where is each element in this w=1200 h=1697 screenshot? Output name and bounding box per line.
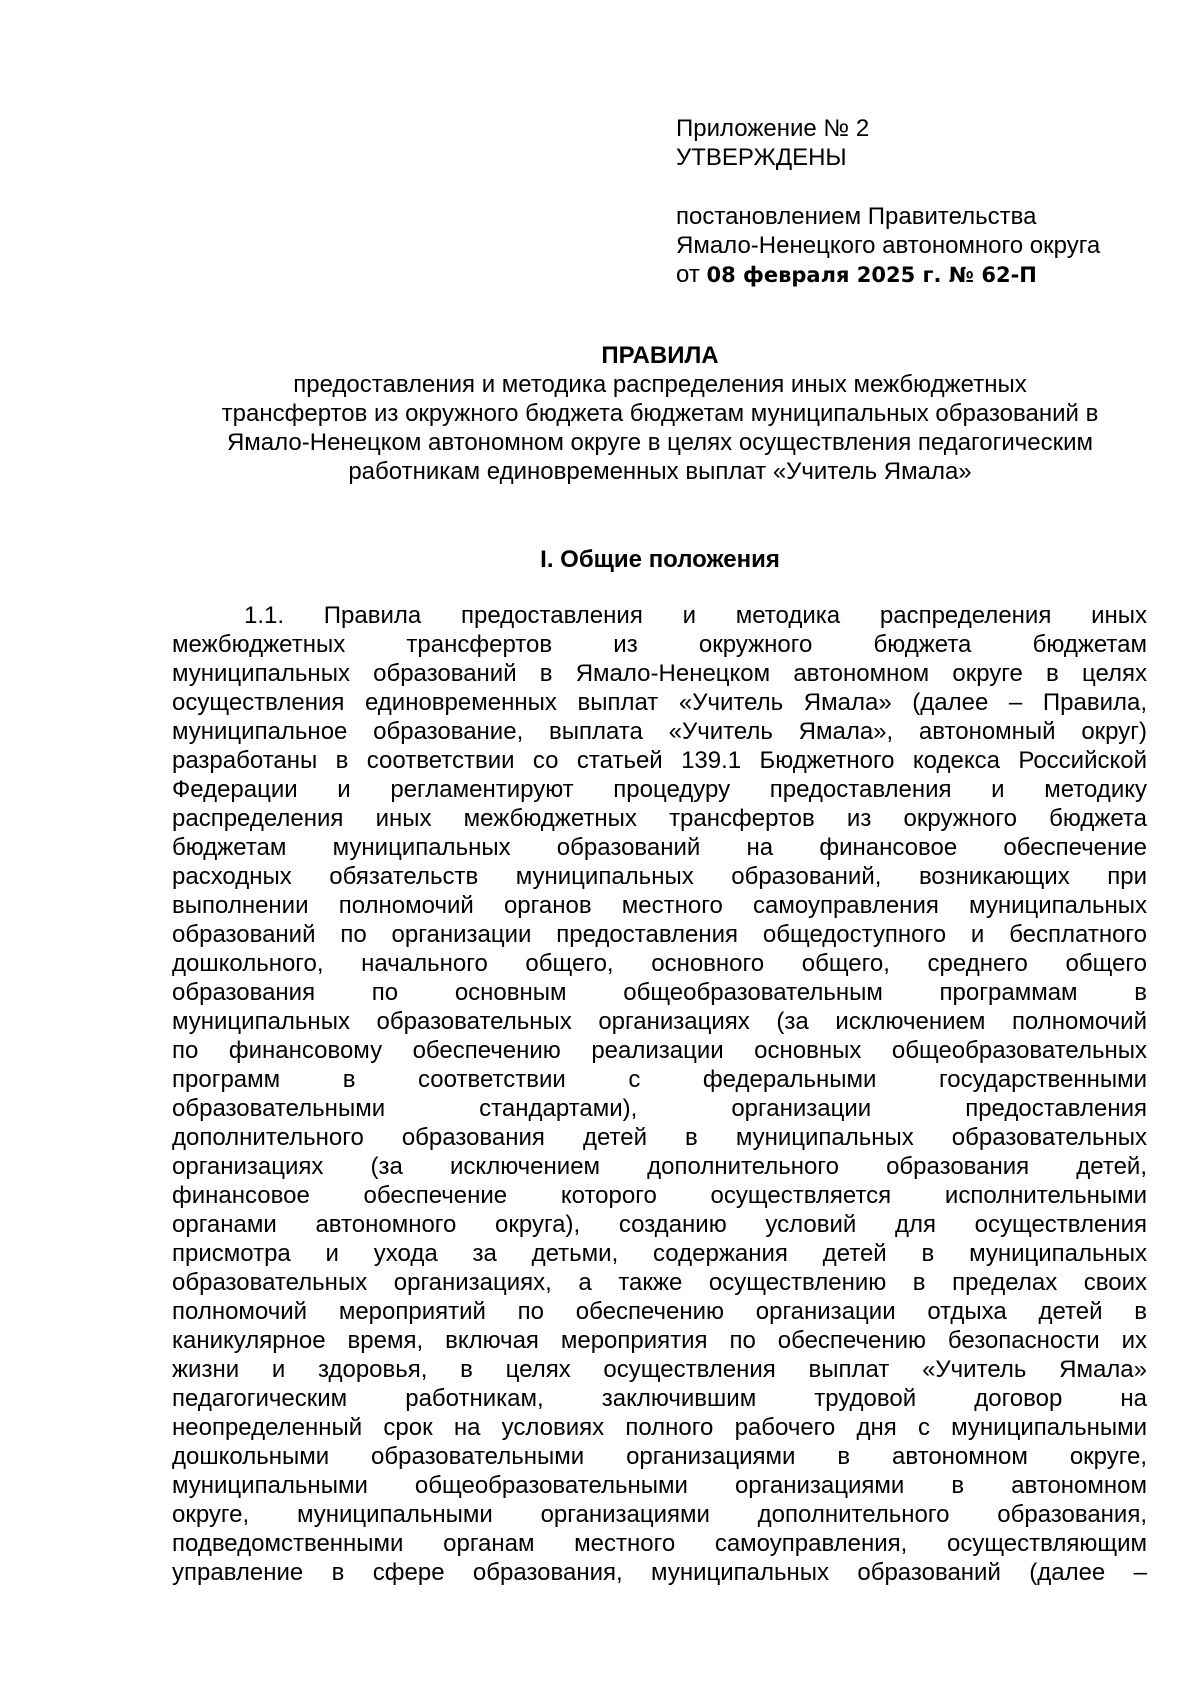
- paragraph-line: муниципальных образований в Ямало-Ненецком автономном округе в целях: [172, 660, 1147, 687]
- approval-line-2: Ямало-Ненецкого автономного округа: [676, 232, 1101, 259]
- appendix-number: Приложение № 2: [676, 115, 870, 142]
- approved-label: УТВЕРЖДЕНЫ: [676, 144, 847, 171]
- from-label: от: [676, 261, 700, 288]
- spacer: [676, 172, 1156, 202]
- approval-date-line: [676, 260, 1156, 290]
- paragraph-line: образовательных организациях, а также осуществлению в пределах своих: [172, 1269, 1147, 1296]
- paragraph-line: полномочий мероприятий по обеспечению организации отдыха детей в: [172, 1298, 1147, 1325]
- paragraph-line: педагогическим работникам, заключившим трудовой договор на: [172, 1385, 1147, 1412]
- paragraph-line: 1.1. Правила предоставления и методика распределения иных: [244, 602, 1147, 629]
- paragraph-line: программ в соответствии с федеральными государственными: [172, 1066, 1147, 1093]
- paragraph-line: муниципальными общеобразовательными организациями в автономном: [172, 1472, 1147, 1499]
- paragraph-line: по финансовому обеспечению реализации основных общеобразовательных: [172, 1037, 1147, 1064]
- paragraph-line: межбюджетных трансфертов из окружного бюджета бюджетам: [172, 631, 1147, 658]
- subtitle-line: предоставления и методика распределения иных межбюджетных: [293, 371, 1027, 398]
- document-title: ПРАВИЛА: [601, 342, 719, 369]
- paragraph-line: разработаны в соответствии со статьей 139.1 Бюджетного кодекса Российской: [172, 747, 1147, 774]
- approval-line-1: постановлением Правительства: [676, 203, 1037, 230]
- paragraph-line: организациях (за исключением дополнительного образования детей,: [172, 1153, 1147, 1180]
- paragraph-line: подведомственными органам местного самоуправления, осуществляющим: [172, 1530, 1147, 1557]
- paragraph-line: распределения иных межбюджетных трансфертов из окружного бюджета: [172, 805, 1147, 832]
- paragraph-line: жизни и здоровья, в целях осуществления выплат «Учитель Ямала»: [172, 1356, 1147, 1383]
- paragraph-line: расходных обязательств муниципальных образований, возникающих при: [172, 863, 1147, 890]
- paragraph-line: Федерации и регламентируют процедуру предоставления и методику: [172, 776, 1147, 803]
- paragraph-line: финансовое обеспечение которого осуществляется исполнительными: [172, 1182, 1147, 1209]
- section-title: I. Общие положения: [540, 546, 780, 573]
- paragraph-line: присмотра и ухода за детьми, содержания детей в муниципальных: [172, 1240, 1147, 1267]
- paragraph-line: округе, муниципальными организациями дополнительного образования,: [172, 1501, 1147, 1528]
- document-subtitle: [150, 370, 1170, 486]
- paragraph-line: осуществления единовременных выплат «Учитель Ямала» (далее – Правила,: [172, 689, 1147, 716]
- decree-date-number: 08 февраля 2025 г. № 62-П: [706, 263, 1037, 287]
- appendix-block: [676, 114, 1156, 290]
- paragraph-line: образовательными стандартами), организации предоставления: [172, 1095, 1147, 1122]
- paragraph-line: дошкольного, начального общего, основного общего, среднего общего: [172, 950, 1147, 977]
- paragraph-line: выполнении полномочий органов местного самоуправления муниципальных: [172, 892, 1147, 919]
- paragraph-line: муниципальное образование, выплата «Учитель Ямала», автономный округ): [172, 718, 1147, 745]
- paragraph-line: дошкольными образовательными организациями в автономном округе,: [172, 1443, 1147, 1470]
- paragraph-1-1: [172, 601, 1147, 1587]
- paragraph-line: образования по основным общеобразовательным программам в: [172, 979, 1147, 1006]
- paragraph-line: образований по организации предоставления общедоступного и бесплатного: [172, 921, 1147, 948]
- paragraph-line: управление в сфере образования, муниципальных образований (далее –: [172, 1559, 1147, 1586]
- subtitle-line: трансфертов из окружного бюджета бюджетам муниципальных образований в: [221, 400, 1099, 427]
- subtitle-line: работникам единовременных выплат «Учитель Ямала»: [348, 458, 972, 485]
- paragraph-line: бюджетам муниципальных образований на финансовое обеспечение: [172, 834, 1147, 861]
- paragraph-line: каникулярное время, включая мероприятия по обеспечению безопасности их: [172, 1327, 1147, 1354]
- subtitle-line: Ямало-Ненецком автономном округе в целях осуществления педагогическим: [226, 429, 1094, 456]
- paragraph-line: дополнительного образования детей в муниципальных образовательных: [172, 1124, 1147, 1151]
- paragraph-line: неопределенный срок на условиях полного рабочего дня с муниципальными: [172, 1414, 1147, 1441]
- paragraph-line: органами автономного округа), созданию условий для осуществления: [172, 1211, 1147, 1238]
- paragraph-line: муниципальных образовательных организациях (за исключением полномочий: [172, 1008, 1147, 1035]
